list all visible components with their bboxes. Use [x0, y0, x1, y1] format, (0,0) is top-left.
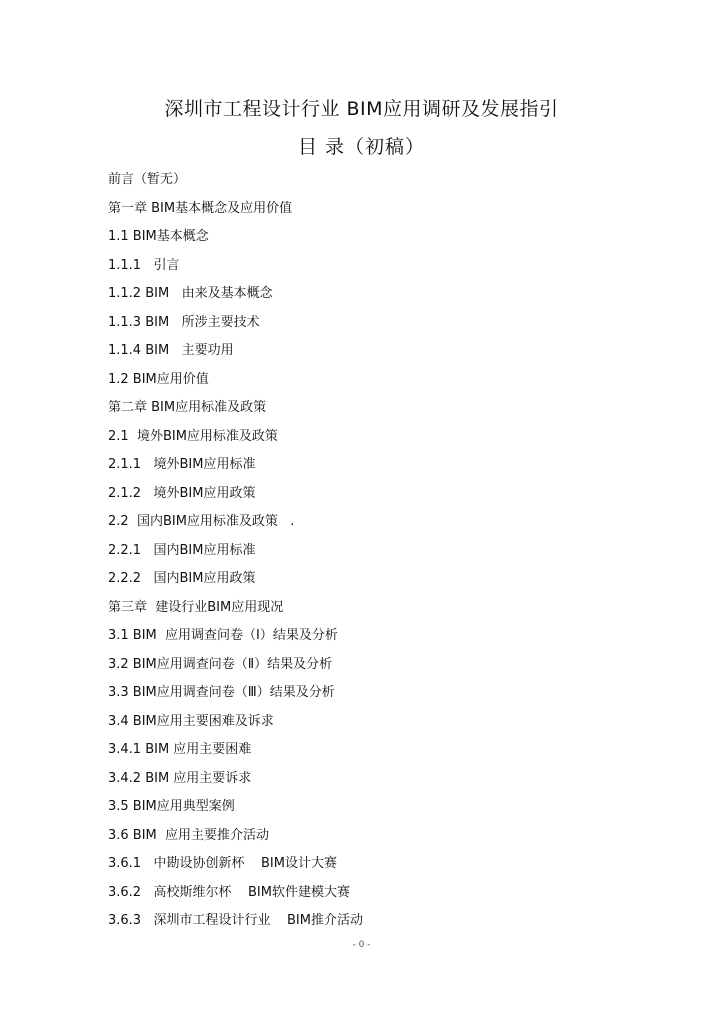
toc-entry: 2.2.1 国内BIM应用标准 [108, 542, 256, 558]
toc-entry: 3.6.3 深圳市工程设计行业 BIM推介活动 [108, 913, 363, 928]
toc-entry: 1.1 BIM基本概念 [108, 229, 209, 244]
toc-entry: 1.1.4 BIM 主要功用 [108, 343, 234, 358]
toc-entry: 3.3 BIM应用调查问卷（Ⅲ）结果及分析 [108, 685, 335, 700]
toc-entry: 1.2 BIM应用价值 [108, 371, 209, 387]
toc-entry: 1.1.2 BIM 由来及基本概念 [108, 286, 273, 301]
toc-entry: 3.4.2 BIM 应用主要诉求 [108, 770, 252, 786]
toc-entry: 3.4.1 BIM 应用主要困难 [108, 742, 252, 757]
toc-entry: 2.2.2 国内BIM应用政策 [108, 571, 256, 586]
toc-entry: 2.1.1 境外BIM应用标准 [108, 457, 256, 472]
toc-entry: 1.1.1 引言 [108, 257, 180, 273]
toc-entry: 第二章 BIM应用标准及政策 [108, 400, 267, 415]
toc-entry: 3.4 BIM应用主要困难及诉求 [108, 713, 274, 729]
toc-entry: 3.5 BIM应用典型案例 [108, 799, 235, 814]
toc-entry: 2.1 境外BIM应用标准及政策 [108, 428, 278, 444]
toc-entry: 3.6.2 高校斯维尔杯 BIM软件建模大赛 [108, 884, 350, 900]
toc-entry: 3.1 BIM 应用调查问卷（Ⅰ）结果及分析 [108, 628, 338, 643]
table-of-contents [108, 170, 363, 940]
toc-entry: 第三章 建设行业BIM应用现况 [108, 599, 284, 615]
page-number: - 0 - [352, 940, 371, 950]
toc-entry: 3.2 BIM应用调查问卷（Ⅱ）结果及分析 [108, 656, 333, 672]
toc-entry: 3.6 BIM 应用主要推介活动 [108, 827, 270, 843]
toc-entry: 3.6.1 中勘设协创新杯 BIM设计大赛 [108, 856, 337, 871]
toc-heading: 目 录（初稿） [297, 136, 426, 158]
toc-entry: 2.2 国内BIM应用标准及政策 . [108, 514, 295, 529]
document-title: 深圳市工程设计行业 BIM应用调研及发展指引 [164, 98, 559, 120]
toc-entry: 前言（暂无） [108, 172, 187, 187]
toc-entry: 第一章 BIM基本概念及应用价值 [108, 200, 293, 216]
toc-entry: 2.1.2 境外BIM应用政策 [108, 485, 256, 501]
toc-entry: 1.1.3 BIM 所涉主要技术 [108, 314, 260, 330]
